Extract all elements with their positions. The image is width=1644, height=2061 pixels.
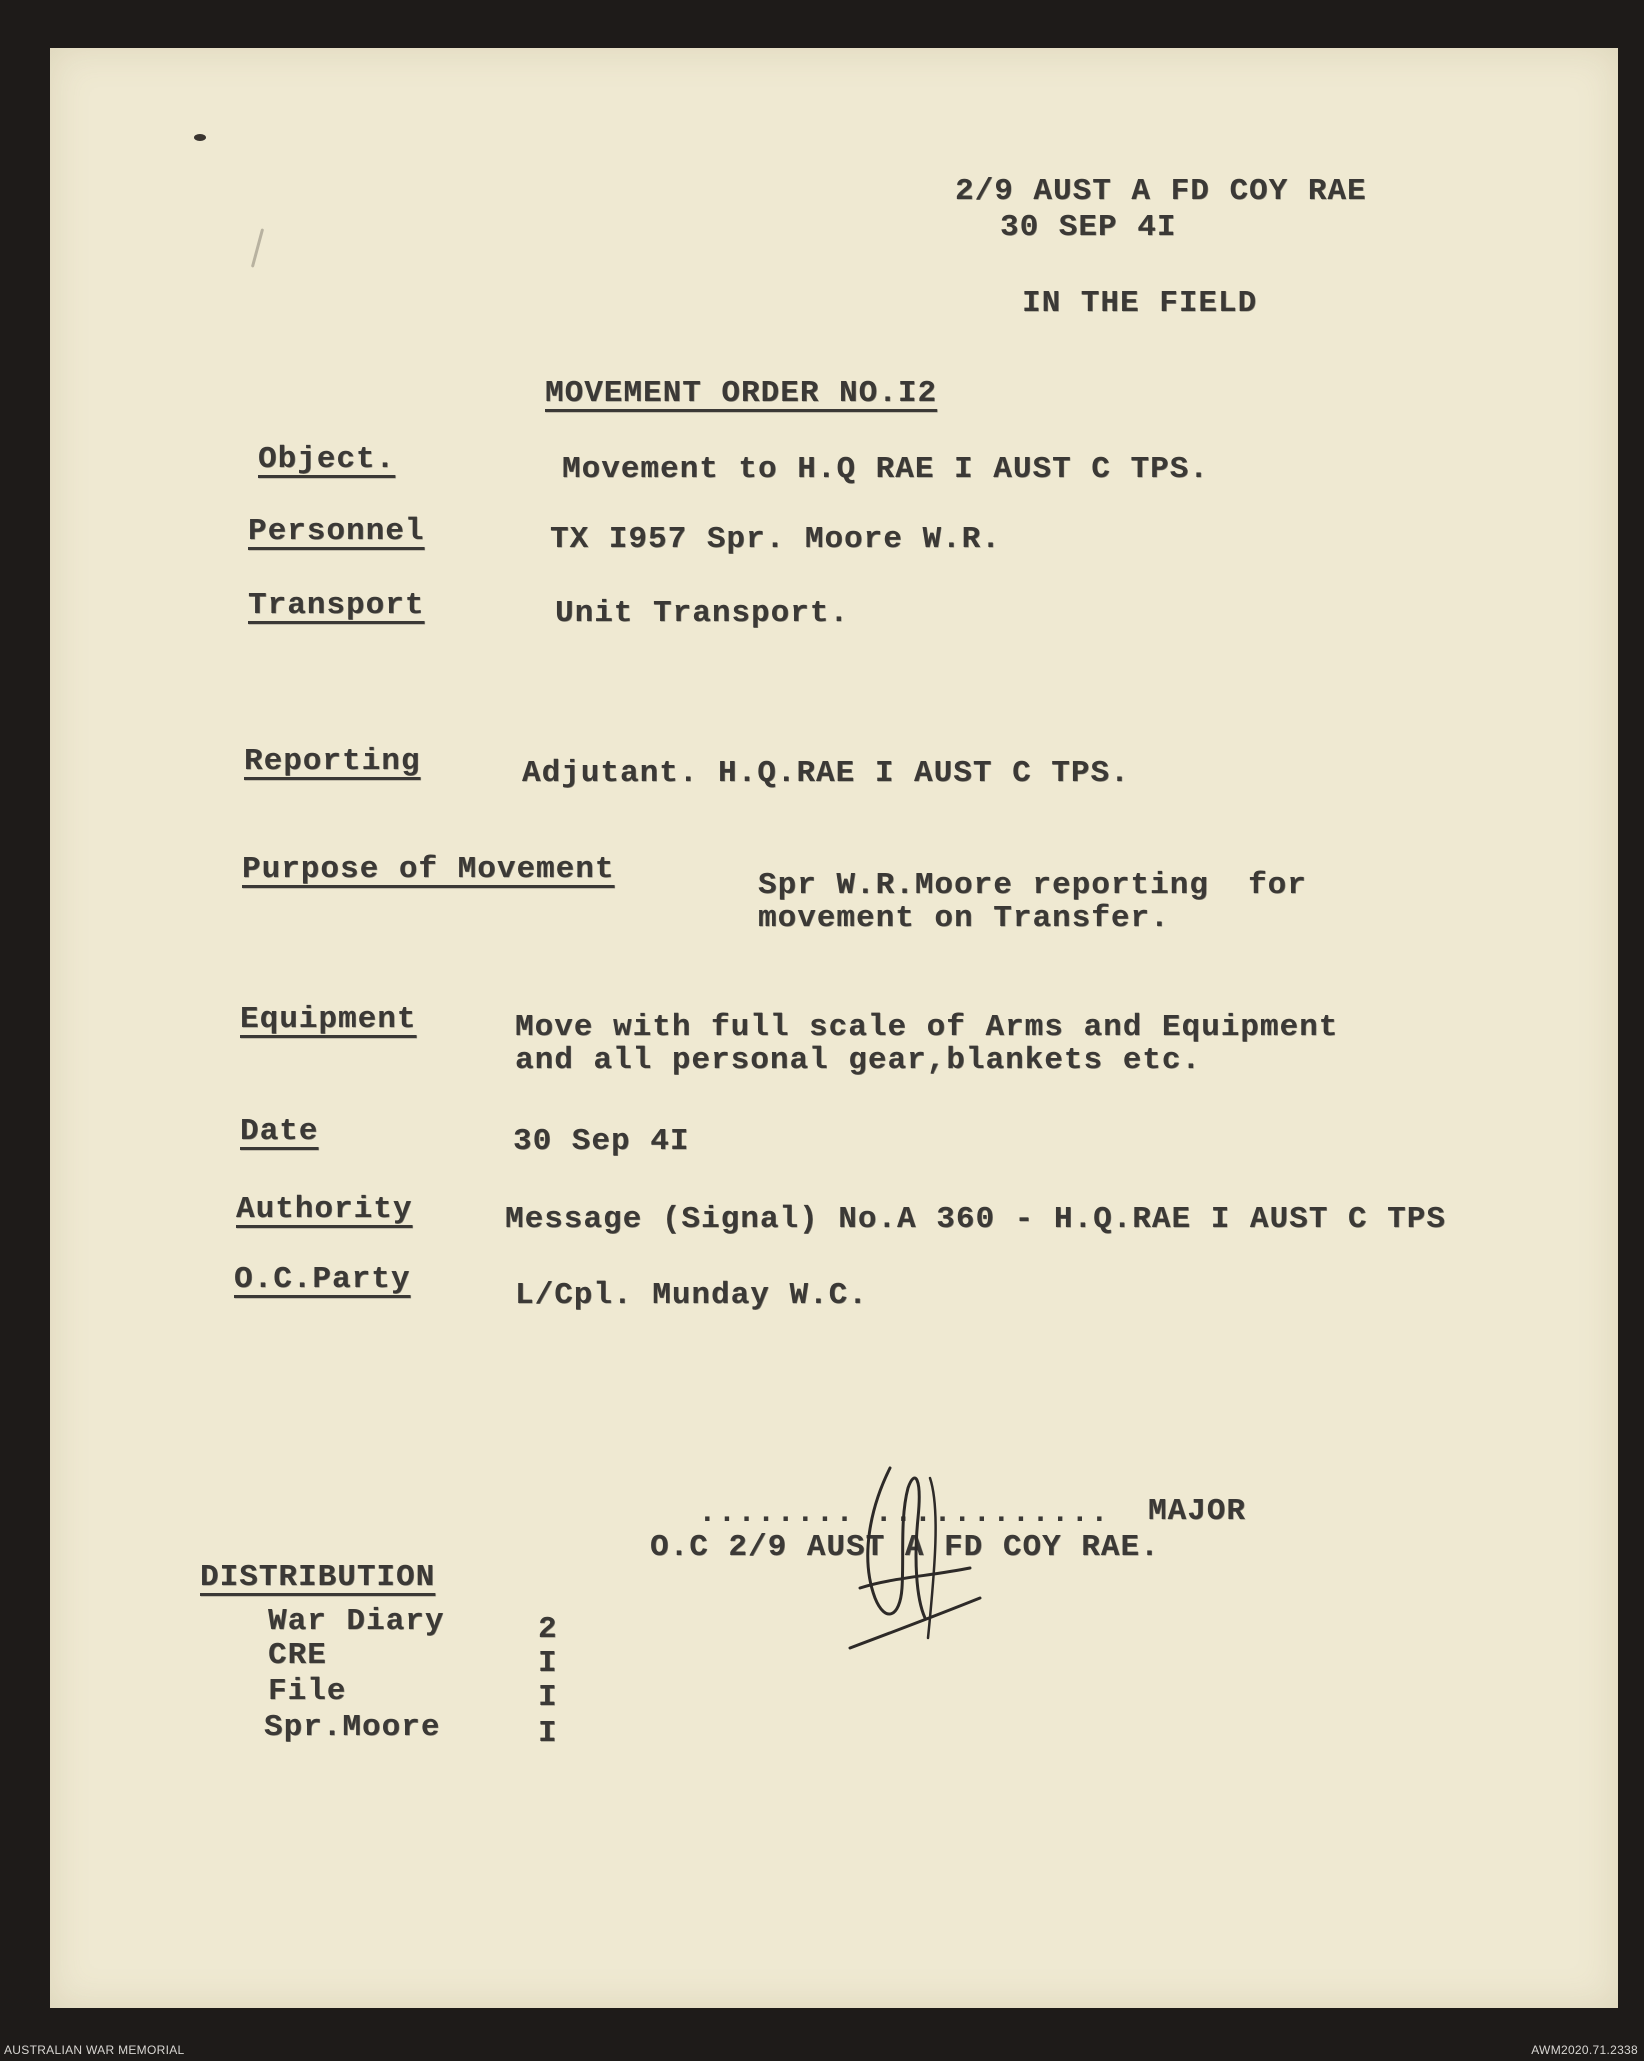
- paper-mark: [251, 228, 264, 267]
- footer-institution: AUSTRALIAN WAR MEMORIAL: [4, 2043, 185, 2057]
- distribution-item-name: War Diary: [268, 1604, 445, 1639]
- header-location: IN THE FIELD: [1022, 286, 1258, 321]
- distribution-heading: DISTRIBUTION: [200, 1560, 436, 1595]
- handwritten-signature: [830, 1448, 1000, 1678]
- signature-rank: MAJOR: [1148, 1494, 1247, 1529]
- distribution-item-name: CRE: [268, 1638, 327, 1673]
- value-authority: Message (Signal) No.A 360 - H.Q.RAE I AUST C TPS: [505, 1202, 1446, 1237]
- label-reporting: Reporting: [244, 744, 421, 779]
- label-oc-party: O.C.Party: [234, 1262, 411, 1297]
- label-equipment: Equipment: [240, 1002, 417, 1037]
- distribution-item-copies: I: [538, 1716, 558, 1751]
- value-equipment: Move with full scale of Arms and Equipment and all personal gear,blankets etc.: [515, 1010, 1339, 1078]
- label-transport: Transport: [248, 588, 425, 623]
- document-page: [50, 48, 1618, 2008]
- signature-line: ........ ............: [698, 1496, 1110, 1531]
- value-date: 30 Sep 4I: [513, 1124, 690, 1159]
- value-reporting: Adjutant. H.Q.RAE I AUST C TPS.: [522, 756, 1130, 791]
- distribution-item-copies: 2: [538, 1612, 558, 1647]
- distribution-item-copies: I: [538, 1680, 558, 1715]
- label-date: Date: [240, 1114, 319, 1149]
- signature-title: O.C 2/9 AUST A FD COY RAE.: [650, 1530, 1160, 1565]
- footer-accession-number: AWM2020.71.2338: [1531, 2043, 1638, 2057]
- paper-speck: [194, 134, 206, 141]
- label-purpose: Purpose of Movement: [242, 852, 615, 887]
- unit-name: 2/9 AUST A FD COY RAE: [955, 174, 1367, 209]
- footer-bar: [0, 2040, 1644, 2061]
- label-authority: Authority: [236, 1192, 413, 1227]
- value-personnel: TX I957 Spr. Moore W.R.: [550, 522, 1001, 557]
- label-personnel: Personnel: [248, 514, 425, 549]
- value-purpose: Spr W.R.Moore reporting for movement on Transfer.: [758, 868, 1307, 936]
- header-date: 30 SEP 4I: [1000, 210, 1177, 245]
- order-title: MOVEMENT ORDER NO.I2: [545, 376, 938, 411]
- distribution-item-copies: I: [538, 1646, 558, 1681]
- value-oc-party: L/Cpl. Munday W.C.: [515, 1278, 868, 1313]
- distribution-item-name: File: [268, 1674, 347, 1709]
- value-transport: Unit Transport.: [555, 596, 850, 631]
- label-object: Object.: [258, 442, 396, 477]
- distribution-item-name: Spr.Moore: [264, 1710, 441, 1745]
- value-object: Movement to H.Q RAE I AUST C TPS.: [562, 452, 1209, 487]
